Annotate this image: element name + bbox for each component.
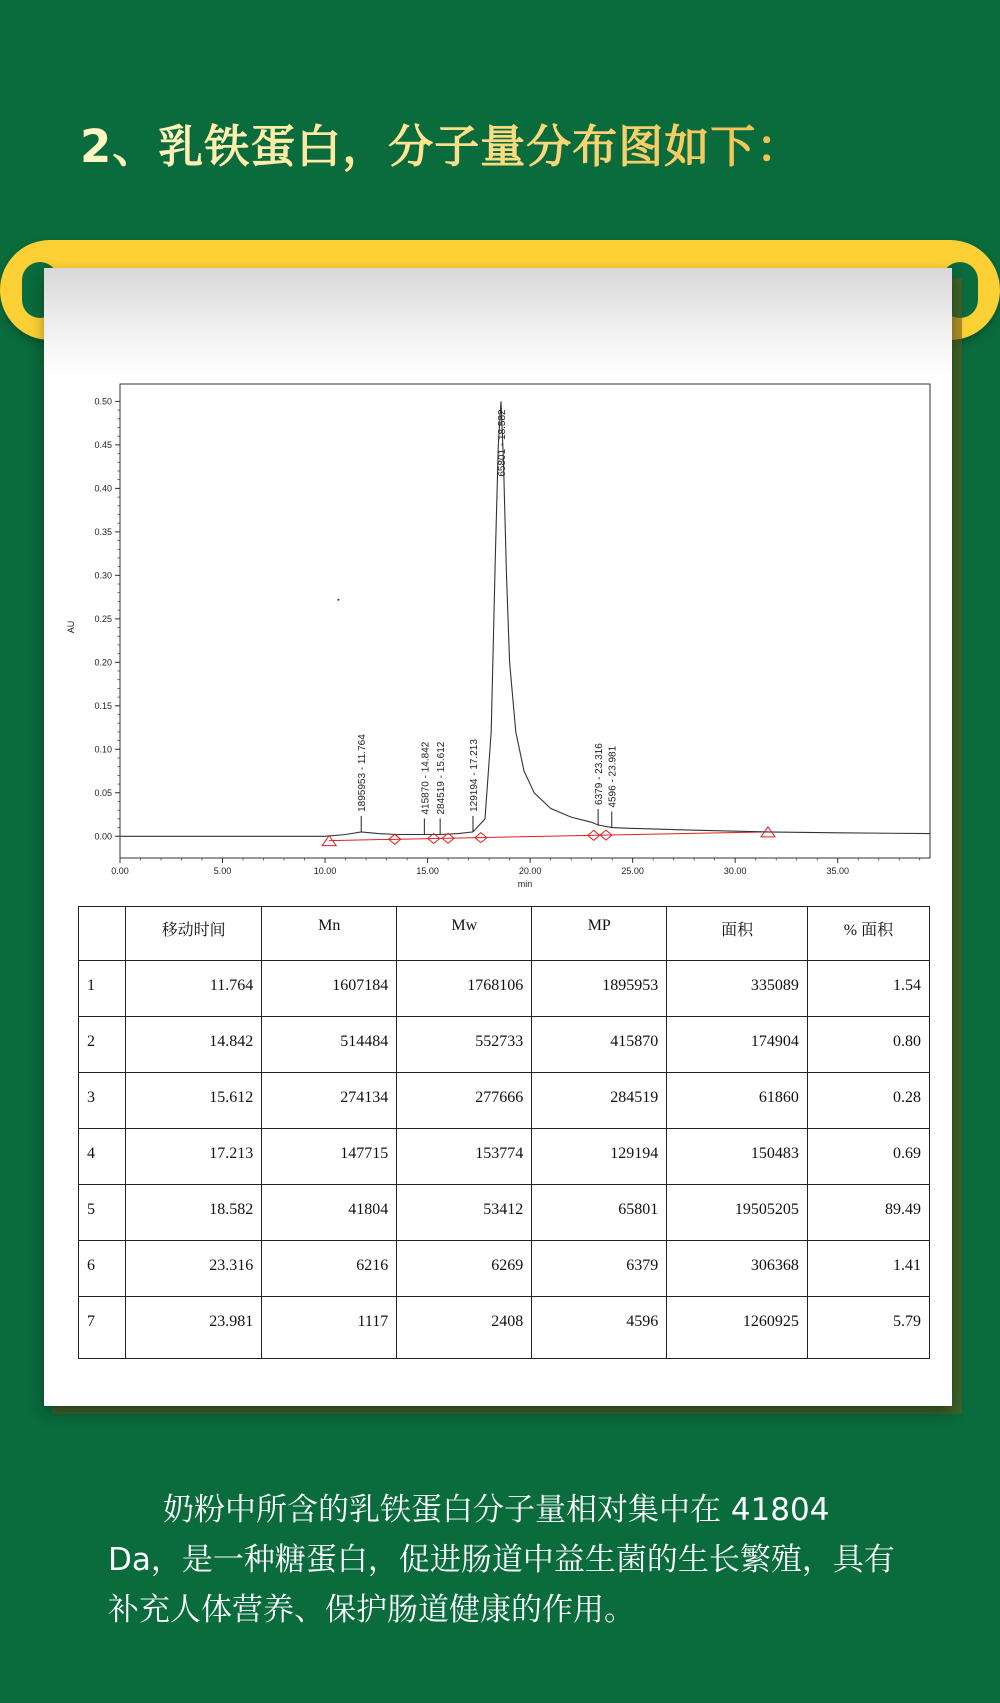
table-cell: 0.28 [807, 1073, 929, 1129]
table-cell: 1768106 [397, 961, 532, 1017]
table-header-cell: % 面积 [807, 907, 929, 961]
table-cell: 1.41 [807, 1241, 929, 1297]
table-cell: 174904 [667, 1017, 808, 1073]
peak-label: 284519 - 15.612 [436, 741, 448, 815]
table-cell: 5 [79, 1185, 126, 1241]
y-tick-label: 0.45 [94, 439, 112, 450]
stray-dot [337, 599, 339, 601]
table-header-cell [79, 907, 126, 961]
chromatogram-chart [60, 378, 940, 898]
y-axis-label: AU [66, 620, 76, 634]
table-header-row [79, 907, 930, 961]
table-cell: 552733 [397, 1017, 532, 1073]
table-cell: 277666 [397, 1073, 532, 1129]
table-cell: 153774 [397, 1129, 532, 1185]
table-header-cell: Mw [397, 907, 532, 961]
table-cell: 147715 [262, 1129, 397, 1185]
table-header-cell: Mn [262, 907, 397, 961]
table-cell: 3 [79, 1073, 126, 1129]
table-cell: 306368 [667, 1241, 808, 1297]
table-cell: 129194 [532, 1129, 667, 1185]
section-heading: 2、乳铁蛋白，分子量分布图如下： [80, 110, 802, 175]
x-tick-label: 5.00 [213, 866, 232, 876]
table-cell: 6 [79, 1241, 126, 1297]
y-tick-label: 0.30 [94, 570, 112, 581]
table-cell: 53412 [397, 1185, 532, 1241]
table-cell: 41804 [262, 1185, 397, 1241]
y-tick-label: 0.25 [94, 613, 112, 624]
table-cell: 415870 [532, 1017, 667, 1073]
table-cell: 1260925 [667, 1297, 808, 1359]
table-cell: 1607184 [262, 961, 397, 1017]
molecular-weight-table [78, 906, 930, 1359]
table-header-cell: MP [532, 907, 667, 961]
y-tick-label: 0.00 [94, 831, 112, 842]
table-cell: 1.54 [807, 961, 929, 1017]
y-tick-label: 0.10 [94, 744, 112, 755]
plot-frame [120, 384, 930, 858]
table-cell: 6216 [262, 1241, 397, 1297]
peak-label: 4596 - 23.981 [607, 745, 619, 808]
table-cell: 89.49 [807, 1185, 929, 1241]
table-row [79, 961, 930, 1017]
table-cell: 4 [79, 1129, 126, 1185]
table-cell: 0.69 [807, 1129, 929, 1185]
y-tick-label: 0.20 [94, 657, 112, 668]
peak-label: 129194 - 17.213 [468, 739, 480, 812]
y-tick-label: 0.35 [94, 526, 112, 537]
y-tick-label: 0.15 [94, 700, 112, 711]
table-cell: 17.213 [125, 1129, 261, 1185]
table-cell: 1895953 [532, 961, 667, 1017]
table-cell: 335089 [667, 961, 808, 1017]
description-text: 奶粉中所含的乳铁蛋白分子量相对集中在 41804 Da，是一种糖蛋白，促进肠道中益生菌的生长繁殖，具有补充人体营养、保护肠道健康的作用。 [108, 1492, 895, 1628]
x-tick-label: 35.00 [826, 866, 849, 876]
table-cell: 4596 [532, 1297, 667, 1359]
table-cell: 7 [79, 1297, 126, 1359]
x-tick-label: 30.00 [723, 866, 747, 876]
table-cell: 5.79 [807, 1297, 929, 1359]
y-tick-label: 0.05 [94, 787, 112, 798]
table-cell: 514484 [262, 1017, 397, 1073]
table-row [79, 1129, 930, 1185]
peak-label: 65801 - 18.582 [497, 409, 509, 477]
table-row [79, 1297, 930, 1359]
x-axis-label: min [517, 879, 533, 889]
table-cell: 150483 [667, 1129, 808, 1185]
x-tick-label: 10.00 [313, 866, 337, 876]
table-cell: 284519 [532, 1073, 667, 1129]
table-cell: 1117 [262, 1297, 397, 1359]
table-cell: 11.764 [125, 961, 261, 1017]
table-cell: 6379 [532, 1241, 667, 1297]
table-cell: 2408 [397, 1297, 532, 1359]
x-tick-label: 15.00 [416, 866, 439, 876]
peak-label: 1895953 - 11.764 [357, 734, 369, 812]
x-tick-label: 0.00 [111, 866, 129, 876]
table-cell: 1 [79, 961, 126, 1017]
table-row [79, 1073, 930, 1129]
table-cell: 274134 [262, 1073, 397, 1129]
y-tick-label: 0.40 [94, 483, 112, 494]
table-cell: 65801 [532, 1185, 667, 1241]
paper-curl-shade [44, 268, 952, 378]
table-row [79, 1017, 930, 1073]
peak-label: 6379 - 23.316 [594, 743, 606, 805]
table-cell: 61860 [667, 1073, 808, 1129]
table-cell: 6269 [397, 1241, 532, 1297]
table-header-cell: 移动时间 [125, 907, 261, 961]
y-tick-label: 0.50 [94, 396, 112, 407]
table-cell: 19505205 [667, 1185, 808, 1241]
table-row [79, 1185, 930, 1241]
table-cell: 23.981 [125, 1297, 261, 1359]
table-header-cell: 面积 [667, 907, 808, 961]
table-cell: 2 [79, 1017, 126, 1073]
table-cell: 0.80 [807, 1017, 929, 1073]
x-tick-label: 25.00 [621, 866, 644, 876]
table-cell: 14.842 [125, 1017, 261, 1073]
x-tick-label: 20.00 [518, 866, 542, 876]
table-body [79, 961, 930, 1359]
table-cell: 15.612 [125, 1073, 261, 1129]
table-cell: 18.582 [125, 1185, 261, 1241]
table-row [79, 1241, 930, 1297]
peak-label: 415870 - 14.842 [420, 741, 432, 815]
table-cell: 23.316 [125, 1241, 261, 1297]
